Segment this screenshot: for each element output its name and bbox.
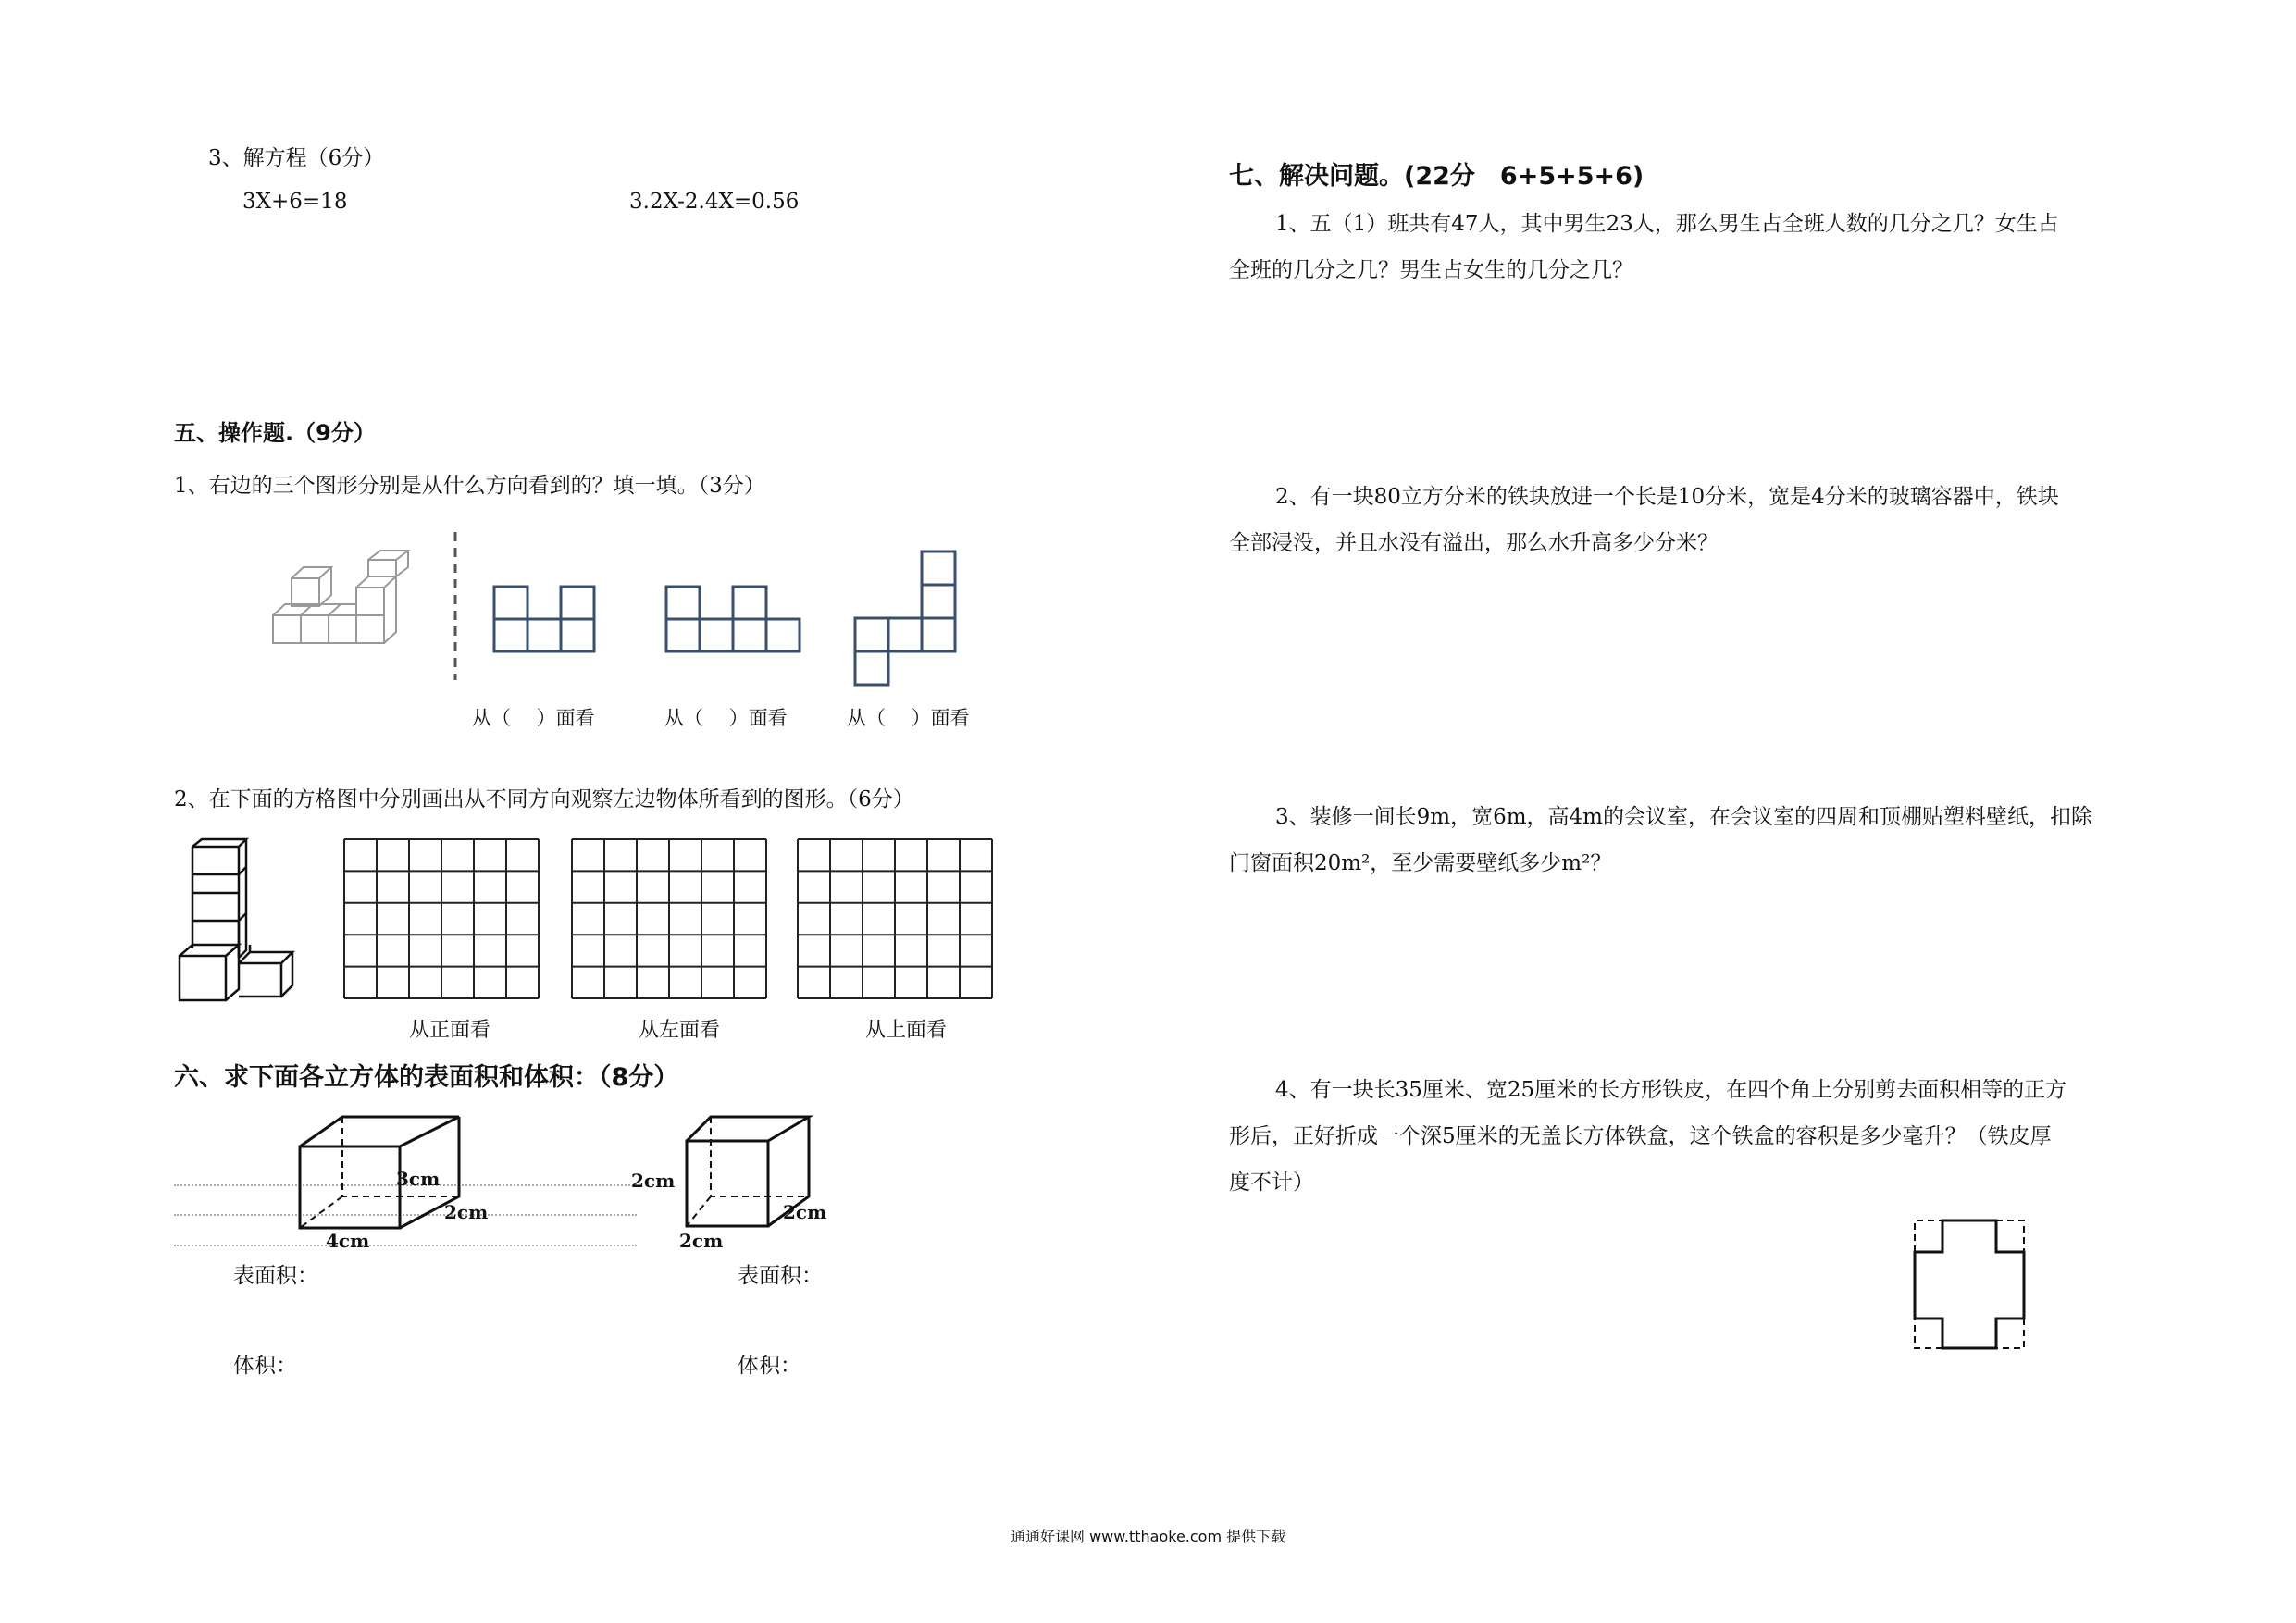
grid-left xyxy=(570,837,768,1000)
problem-1 xyxy=(1229,201,2059,293)
equation-1: 3X+6=18 xyxy=(242,190,348,214)
q3-title: 3、解方程（6分） xyxy=(208,146,385,170)
problem-4-line-3: 度不计） xyxy=(1229,1171,1314,1195)
grid-caption-front: 从正面看 xyxy=(409,1019,491,1042)
box2-depth-label: 2cm xyxy=(783,1201,827,1223)
section-7-heading: 七、解决问题。(22分 6+5+5+6) xyxy=(1229,162,1644,191)
problem-4 xyxy=(1229,1067,2066,1206)
problem-1-line-1: 1、五（1）班共有47人，其中男生23人，那么男生占全班人数的几分之几？女生占 xyxy=(1275,212,2059,236)
s5-question-2: 2、在下面的方格图中分别画出从不同方向观察左边物体所看到的图形。（6分） xyxy=(174,787,914,812)
problem-3-line-1: 3、装修一间长9m，宽6m，高4m的会议室，在会议室的四周和顶棚贴塑料壁纸，扣除 xyxy=(1275,805,2092,829)
view-figure-3 xyxy=(851,550,959,687)
tower-object-figure xyxy=(178,837,293,1004)
section-5-heading: 五、操作题.（9分） xyxy=(174,420,376,446)
cube-stack-figure xyxy=(268,551,426,662)
grid-front xyxy=(342,837,540,1000)
box2-surface-label: 表面积： xyxy=(738,1264,823,1288)
view-caption-3: 从（ ）面看 xyxy=(847,707,970,729)
view-caption-2: 从（ ）面看 xyxy=(664,707,788,729)
box2-width-label: 2cm xyxy=(679,1230,724,1252)
view-caption-1: 从（ ）面看 xyxy=(472,707,595,729)
box2-height-label: 2cm xyxy=(631,1170,676,1192)
grid-top xyxy=(796,837,994,1000)
s5-question-1: 1、右边的三个图形分别是从什么方向看到的？填一填。（3分） xyxy=(174,474,765,498)
problem-2-line-1: 2、有一块80立方分米的铁块放进一个长是10分米，宽是4分米的玻璃容器中，铁块 xyxy=(1275,485,2059,509)
section-6-heading: 六、求下面各立方体的表面积和体积：（8分） xyxy=(174,1063,679,1092)
equation-2: 3.2X-2.4X=0.56 xyxy=(629,190,800,214)
grid-caption-left: 从左面看 xyxy=(639,1019,721,1042)
problem-2-line-2: 全部浸没，并且水没有溢出，那么水升高多少分米？ xyxy=(1229,531,1719,555)
cut-corner-sheet-figure xyxy=(1911,1217,2028,1352)
problem-3-line-2: 门窗面积20m²，至少需要壁纸多少m²？ xyxy=(1229,851,1612,875)
view-figure-2 xyxy=(664,585,801,653)
box1-width-label: 4cm xyxy=(326,1230,370,1252)
grid-caption-top: 从上面看 xyxy=(865,1019,948,1042)
problem-2 xyxy=(1229,474,2059,566)
problem-1-line-2: 全班的几分之几？男生占女生的几分之几？ xyxy=(1229,258,1633,282)
box1-surface-label: 表面积： xyxy=(233,1264,318,1288)
box1-height-label: 3cm xyxy=(396,1168,441,1190)
footer-text: 通通好课网 www.tthaoke.com 提供下载 xyxy=(1011,1528,1286,1545)
problem-4-line-1: 4、有一块长35厘米、宽25厘米的长方形铁皮，在四个角上分别剪去面积相等的正方 xyxy=(1275,1078,2067,1102)
dashed-separator xyxy=(453,532,457,680)
view-figure-1 xyxy=(492,585,596,653)
problem-3 xyxy=(1229,794,2092,886)
box1-volume-label: 体积： xyxy=(233,1354,297,1378)
box2-volume-label: 体积： xyxy=(738,1354,801,1378)
box1-depth-label: 2cm xyxy=(444,1201,489,1223)
problem-4-line-2: 形后，正好折成一个深5厘米的无盖长方体铁盒，这个铁盒的容积是多少毫升？（铁皮厚 xyxy=(1229,1124,2052,1148)
